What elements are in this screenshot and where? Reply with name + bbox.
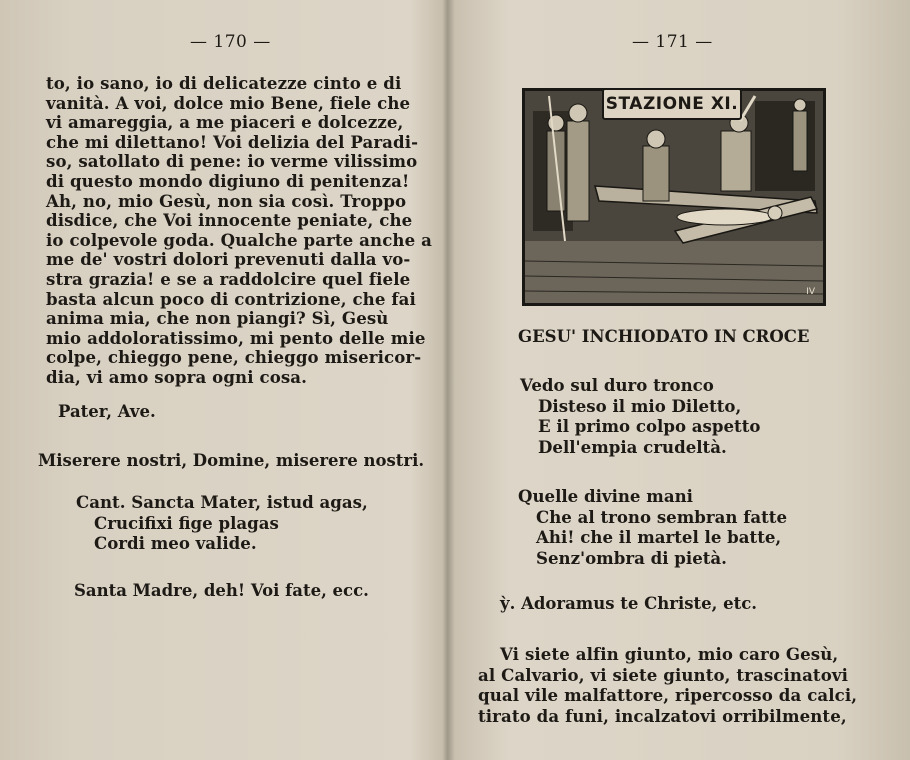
miserere-line: Miserere nostri, Domine, miserere nostri. [38, 451, 425, 470]
engraving-signature: IV [806, 287, 815, 297]
paragraph-line: stra grazia! e se a raddolcire quel fiele [46, 268, 411, 289]
paragraph-line: disdice, che Voi innocente peniate, che [46, 210, 413, 231]
santa-madre-line: Santa Madre, deh! Voi fate, ecc. [74, 581, 369, 600]
stanza-line: E il primo colpo aspetto [538, 416, 761, 436]
final-line: al Calvario, vi siete giunto, trascinatovi [478, 664, 849, 685]
prayer-paragraph [46, 74, 432, 388]
final-line: qual vile malfattore, ripercosso da calci, [478, 685, 858, 705]
paragraph-line: mio addoloratissimo, mi pento delle mie [46, 327, 426, 348]
cant-first-line [76, 492, 368, 513]
paragraph-line: vi amareggia, a me piaceri e dolcezze, [46, 112, 404, 133]
station-plaque: STAZIONE XI. [602, 88, 742, 120]
pater-line: Pater, Ave. [58, 402, 156, 421]
stanza-two [518, 486, 787, 568]
versicle-line: ỳ. Adoramus te Christe, etc. [500, 594, 758, 613]
paragraph-line: dia, vi amo sopra ogni cosa. [46, 366, 308, 387]
paragraph-line: basta alcun poco di contrizione, che fai [46, 288, 416, 309]
cant-line: Cordi meo valide. [94, 533, 257, 553]
cant-stanza [76, 492, 368, 554]
cant-label: Cant. [76, 492, 126, 512]
page-number-right: — 171 — [632, 32, 713, 52]
final-paragraph [478, 644, 857, 726]
final-line: tirato da funi, incalzatovi orribilmente, [478, 705, 847, 726]
stanza-line: Quelle divine mani [518, 486, 693, 506]
paragraph-line: Ah, no, mio Gesù, non sia così. Troppo [46, 190, 407, 211]
paragraph-line: to, io sano, io di delicatezze cinto e di [46, 73, 402, 93]
left-page [0, 0, 450, 760]
paragraph-line: so, satollato di pene: io verme vilissimo [46, 151, 418, 172]
stanza-line: Disteso il mio Diletto, [538, 395, 742, 416]
stanza-one [520, 375, 760, 457]
paragraph-line: io colpevole goda. Qualche parte anche a [46, 229, 432, 250]
paragraph-line: di questo mondo digiuno di penitenza! [46, 170, 410, 191]
cant-line: Crucifixi fige plagas [94, 512, 279, 533]
paragraph-line: colpe, chieggo pene, chieggo misericor- [46, 347, 422, 368]
stanza-line: Vedo sul duro tronco [520, 375, 714, 395]
stanza-line: Dell'empia crudeltà. [538, 436, 727, 457]
stanza-line: Che al trono sembran fatte [536, 506, 787, 527]
cant-line: Sancta Mater, istud agas, [131, 492, 368, 512]
paragraph-line: me de' vostri dolori prevenuti dalla vo- [46, 249, 411, 270]
station-heading: GESU' INCHIODATO IN CROCE [518, 327, 810, 346]
stanza-line: Senz'ombra di pietà. [536, 547, 727, 568]
paragraph-line: anima mia, che non piangi? Sì, Gesù [46, 308, 389, 329]
station-engraving [522, 88, 826, 306]
page-number-left: — 170 — [190, 32, 271, 52]
crucifixion-engraving-image [525, 91, 823, 303]
stanza-line: Ahi! che il martel le batte, [536, 527, 782, 547]
right-page [452, 0, 910, 760]
final-line: Vi siete alfin giunto, mio caro Gesù, [500, 644, 839, 664]
paragraph-line: che mi dilettano! Voi delizia del Paradi- [46, 131, 419, 152]
paragraph-line: vanità. A voi, dolce mio Bene, fiele che [46, 92, 411, 113]
